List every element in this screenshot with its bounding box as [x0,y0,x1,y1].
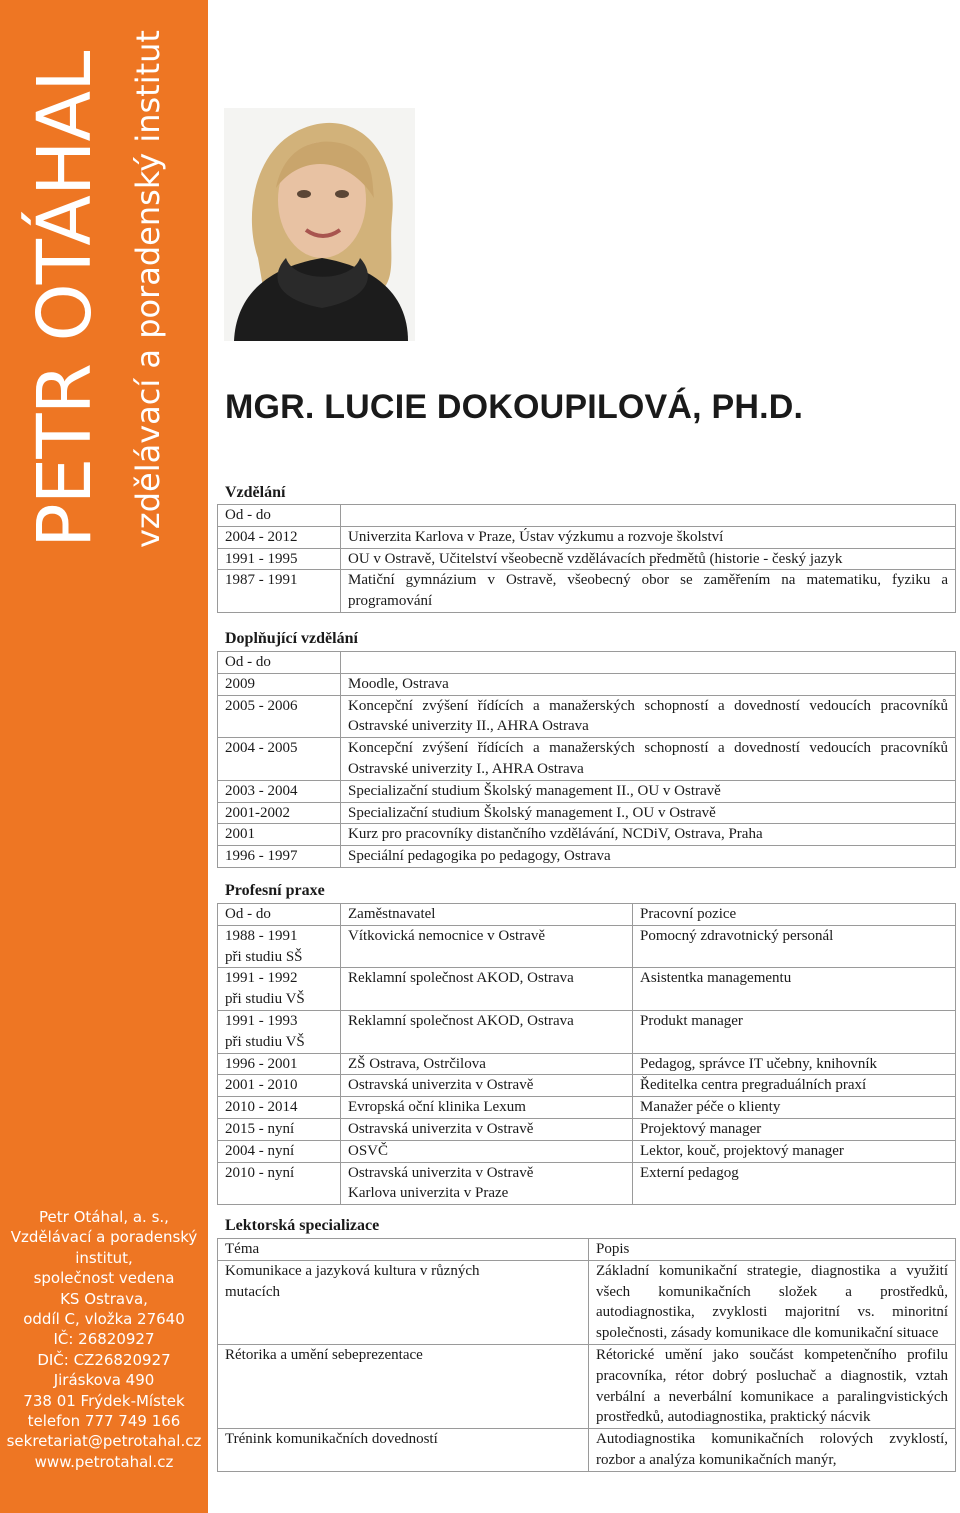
period-cell: 2010 - 2014 [218,1097,341,1119]
further-education-title: Doplňující vzdělání [225,630,358,647]
table-row [218,824,956,846]
course-cell: Kurz pro pracovníky distančního vzdělávání, NCDiV, Ostrava, Praha [341,824,956,846]
employer-cell: Ostravská univerzita v Ostravě Karlova univerzita v Praze [341,1162,633,1205]
company-line: Vzdělávací a poradenský [10,1228,198,1247]
course-cell: Koncepční zvýšení řídících a manažerských schopností a dovedností vedoucích pracovníků Ostravské univerzity II., AHRA Ostrava [341,695,956,738]
position-cell: Pomocný zdravotnický personál [633,925,956,968]
table-row [218,1140,956,1162]
position-cell: Asistentka managementu [633,968,956,1011]
position-cell: Manažer péče o klienty [633,1097,956,1119]
table-row [218,1429,956,1472]
company-line: společnost vedena [33,1269,175,1288]
period-cell: 1996 - 2001 [218,1053,341,1075]
company-line: Petr Otáhal, a. s., [39,1208,169,1226]
table-row [218,570,956,613]
topic-cell: Trénink komunikačních dovedností [218,1429,589,1472]
column-header: Zaměstnavatel [341,904,633,926]
company-info [0,1207,208,1472]
table-row [218,1010,956,1053]
education-table [217,504,956,613]
course-cell: Speciální pedagogika po pedagogy, Ostrava [341,846,956,868]
employer-cell: ZŠ Ostrava, Ostrčilova [341,1053,633,1075]
description-cell: Autodiagnostika komunikačních rolových zvyklostí, rozbor a analýza komunikačních manýr, [589,1429,956,1472]
period-cell: 1996 - 1997 [218,846,341,868]
table-row [218,1162,956,1205]
course-cell: Moodle, Ostrava [341,673,956,695]
course-cell: Koncepční zvýšení řídících a manažerských schopností a dovedností vedoucích pracovníků Ostravské univerzity I., AHRA Ostrava [341,738,956,781]
table-row [218,780,956,802]
company-line: IČ: 26820927 [53,1330,155,1349]
further-education-table [217,651,956,868]
table-row [218,695,956,738]
period-cell: 1987 - 1991 [218,570,341,613]
company-website[interactable]: www.petrotahal.cz [34,1452,174,1471]
table-row [218,526,956,548]
column-header: Od - do [218,652,341,674]
column-header: Od - do [218,505,341,527]
table-row [218,1344,956,1428]
company-email[interactable]: sekretariat@petrotahal.cz [6,1432,202,1451]
table-row [218,738,956,781]
topic-cell: Komunikace a jazyková kultura v různých mutacích [218,1260,589,1344]
period-cell: 2015 - nyní [218,1118,341,1140]
table-row [218,968,956,1011]
period-cell: 2004 - 2005 [218,738,341,781]
position-cell: Produkt manager [633,1010,956,1053]
table-row [218,846,956,868]
column-header: Popis [589,1239,956,1261]
period-cell: 2001 [218,824,341,846]
period-cell: 2005 - 2006 [218,695,341,738]
employer-cell: Ostravská univerzita v Ostravě [341,1075,633,1097]
period-cell: 2001 - 2010 [218,1075,341,1097]
position-cell: Projektový manager [633,1118,956,1140]
position-cell: Externí pedagog [633,1162,956,1205]
table-row [218,673,956,695]
table-row [218,548,956,570]
description-cell: Rétorické umění jako součást kompetenčního profilu pracovníka, rétor dobrý posluchač a diagnostik, vztah verbální a neverbální komunikace a paralingvistických prostředků, autodiagnostika, praktický nácvik [589,1344,956,1428]
employer-cell: Evropská oční klinika Lexum [341,1097,633,1119]
course-cell: Specializační studium Školský management II., OU v Ostravě [341,780,956,802]
brand-name: PETR OTÁHAL [22,51,108,548]
person-name: MGR. LUCIE DOKOUPILOVÁ, PH.D. [225,388,804,426]
column-header: Téma [218,1239,589,1261]
table-row [218,1075,956,1097]
period-cell: 2003 - 2004 [218,780,341,802]
period-cell: 2004 - nyní [218,1140,341,1162]
table-row [218,505,956,527]
table-row [218,652,956,674]
period-cell: 2009 [218,673,341,695]
company-line: DIČ: CZ26820927 [37,1350,171,1369]
company-line: Jiráskova 490 [53,1371,155,1390]
brand-sidebar [0,0,208,1513]
practice-title: Profesní praxe [225,882,325,899]
table-row [218,1260,956,1344]
period-cell: 2001-2002 [218,802,341,824]
column-header: Od - do [218,904,341,926]
table-row [218,904,956,926]
table-row [218,1053,956,1075]
period-cell: 2010 - nyní [218,1162,341,1205]
employer-cell: Reklamní společnost AKOD, Ostrava [341,1010,633,1053]
company-line: telefon 777 749 166 [27,1412,181,1431]
company-line: oddíl C, vložka 27640 [23,1310,185,1329]
company-line: institut, [75,1248,133,1267]
table-row [218,925,956,968]
period-cell: 1991 - 1992 při studiu VŠ [218,968,341,1011]
period-cell: 1991 - 1995 [218,548,341,570]
employer-cell: OSVČ [341,1140,633,1162]
practice-table [217,903,956,1205]
table-row [218,802,956,824]
company-line: 738 01 Frýdek-Místek [23,1391,185,1410]
institution-cell: OU v Ostravě, Učitelství všeobecně vzdělávacích předmětů (historie - český jazyk [341,548,956,570]
study-note: při studiu VŠ [225,1033,305,1050]
institution-cell: Matiční gymnázium v Ostravě, všeobecný obor se zaměřením na matematiku, fyziku a programování [341,570,956,613]
course-cell: Specializační studium Školský management I., OU v Ostravě [341,802,956,824]
company-line: KS Ostrava, [60,1289,148,1308]
period-cell: 2004 - 2012 [218,526,341,548]
position-cell: Ředitelka centra pregraduálních praxí [633,1075,956,1097]
brand-tagline: vzdělávací a poradenský institut [129,30,167,548]
period-cell: 1988 - 1991 při studiu SŠ [218,925,341,968]
education-title: Vzdělání [225,484,286,501]
employer-cell: Ostravská univerzita v Ostravě [341,1118,633,1140]
period-cell: 1991 - 1993 při studiu VŠ [218,1010,341,1053]
position-cell: Pedagog, správce IT učebny, knihovník [633,1053,956,1075]
employer-cell: Reklamní společnost AKOD, Ostrava [341,968,633,1011]
lecturing-title: Lektorská specializace [225,1217,380,1234]
lecturing-table [217,1238,956,1472]
employer-cell: Vítkovická nemocnice v Ostravě [341,925,633,968]
institution-cell: Univerzita Karlova v Praze, Ústav výzkumu a rozvoje školství [341,526,956,548]
description-cell: Základní komunikační strategie, diagnostika a využití všech komunikačních složek a prostředků, autodiagnostika, zvyklosti majoritní vs. minoritní společnosti, zásady komunikace dle komunikační situace [589,1260,956,1344]
table-row [218,1097,956,1119]
study-note: při studiu SŠ [225,948,303,965]
portrait-photo [224,108,415,341]
table-row [218,1118,956,1140]
table-row [218,1239,956,1261]
topic-cell: Rétorika a umění sebeprezentace [218,1344,589,1428]
column-header: Pracovní pozice [633,904,956,926]
position-cell: Lektor, kouč, projektový manager [633,1140,956,1162]
study-note: při studiu VŠ [225,991,305,1008]
